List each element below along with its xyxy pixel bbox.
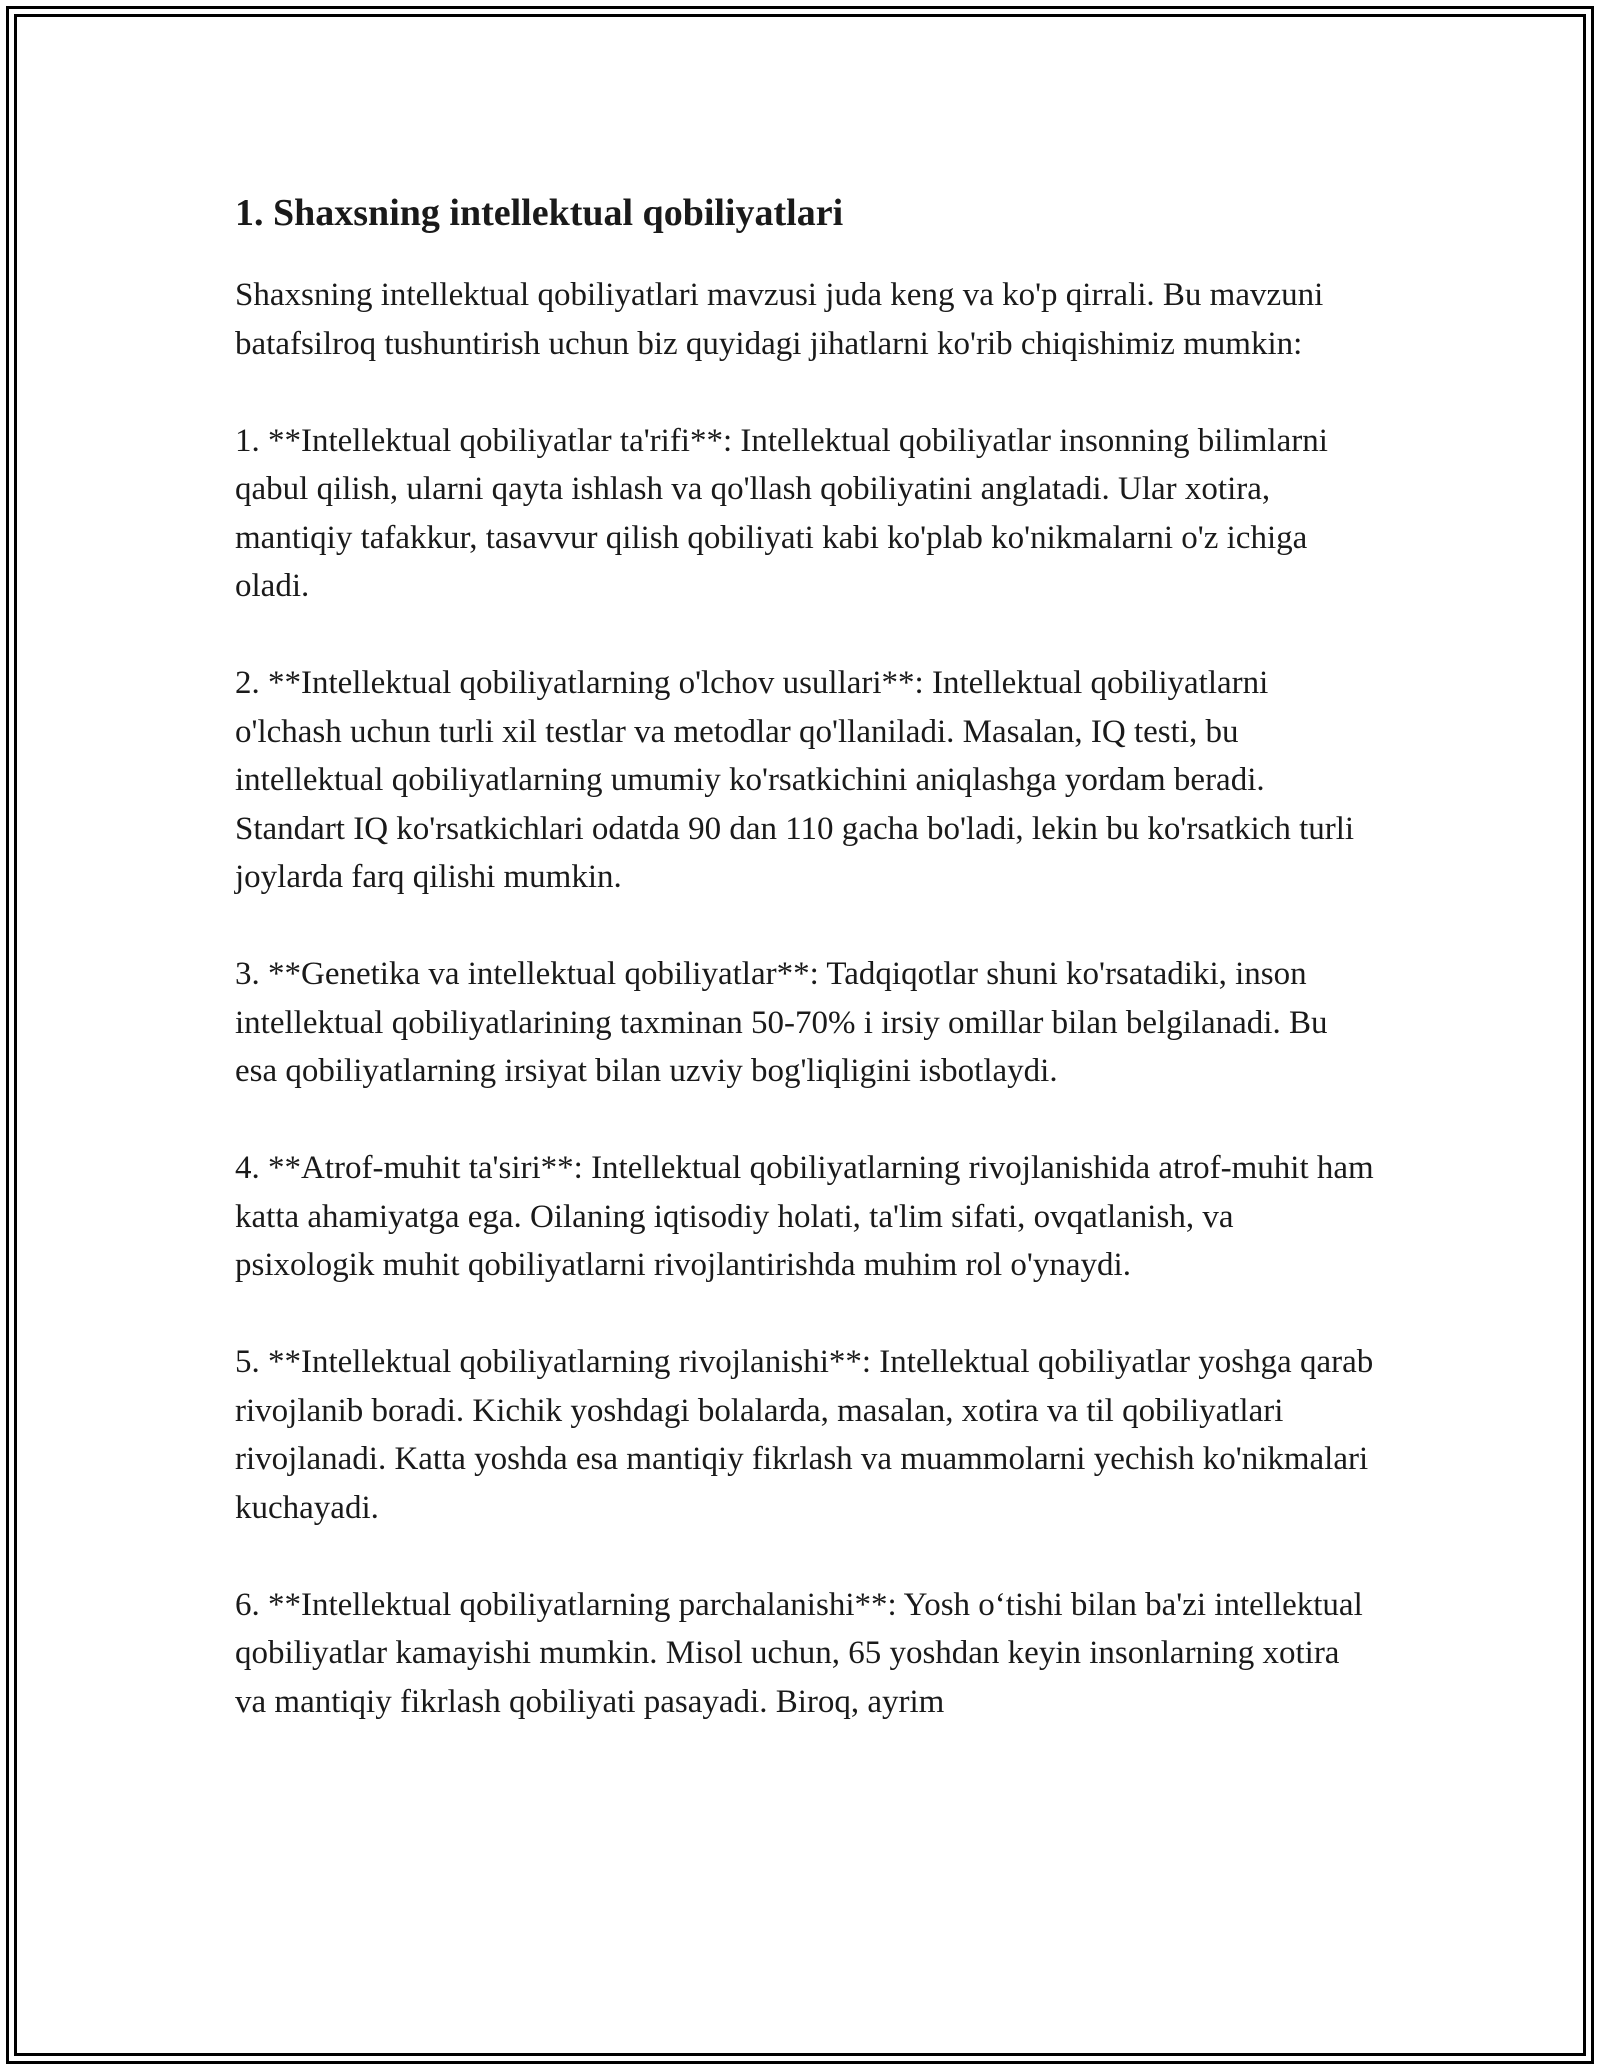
document-body bbox=[235, 185, 1375, 1775]
paragraph-development: 5. **Intellektual qobiliyatlarning rivojlanishi**: Intellektual qobiliyatlar yoshga qarab rivojlanib boradi. Kichik yoshdagi bolalarda, masalan, xotira va til qobiliyatlari rivojlanadi. Katta yoshda esa mantiqiy fikrlash va muammolarni yechish ko'nikmalari kuchayadi. bbox=[235, 1344, 1374, 1526]
intro-paragraph: Shaxsning intellektual qobiliyatlari mavzusi juda keng va ko'p qirrali. Bu mavzuni batafsilroq tushuntirish uchun biz quyidagi jihatlarni ko'rib chiqishimiz mumkin: bbox=[235, 277, 1324, 362]
paragraph-measurement: 2. **Intellektual qobiliyatlarning o'lchov usullari**: Intellektual qobiliyatlarni o'lchash uchun turli xil testlar va metodlar qo'llaniladi. Masalan, IQ testi, bu intellektual qobiliyatlarning umumiy ko'rsatkichini aniqlashga yordam beradi. Standart IQ ko'rsatkichlari odatda 90 dan 110 gacha bo'ladi, lekin bu ko'rsatkich turli joylarda farq qilishi mumkin. bbox=[235, 665, 1355, 895]
paragraph-definition: 1. **Intellektual qobiliyatlar ta'rifi**: Intellektual qobiliyatlar insonning bilimlarni qabul qilish, ularni qayta ishlash va qo'llash qobiliyatini anglatadi. Ular xotira, mantiqiy tafakkur, tasavvur qilish qobiliyati kabi ko'plab ko'nikmalarni o'z ichiga oladi. bbox=[235, 422, 1328, 604]
paragraph-decline: 6. **Intellektual qobiliyatlarning parchalanishi**: Yosh o‘tishi bilan ba'zi intellektual qobiliyatlar kamayishi mumkin. Misol uchun, 65 yoshdan keyin insonlarning xotira va mantiqiy fikrlash qobiliyati pasayadi. Biroq, ayrim bbox=[235, 1586, 1363, 1720]
paragraph-genetics: 3. **Genetika va intellektual qobiliyatlar**: Tadqiqotlar shuni ko'rsatadiki, inson intellektual qobiliyatlarining taxminan 50-70% i irsiy omillar bilan belgilanadi. Bu esa qobiliyatlarning irsiyat bilan uzviy bog'liqligini isbotlaydi. bbox=[235, 956, 1328, 1089]
document-title: 1. Shaxsning intellektual qobiliyatlari bbox=[235, 192, 844, 234]
paragraph-environment: 4. **Atrof-muhit ta'siri**: Intellektual qobiliyatlarning rivojlanishida atrof-muhit ham katta ahamiyatga ega. Oilaning iqtisodiy holati, ta'lim sifati, ovqatlanish, va psixologik muhit qobiliyatlarni rivojlantirishda muhim rol o'ynaydi. bbox=[235, 1150, 1374, 1283]
